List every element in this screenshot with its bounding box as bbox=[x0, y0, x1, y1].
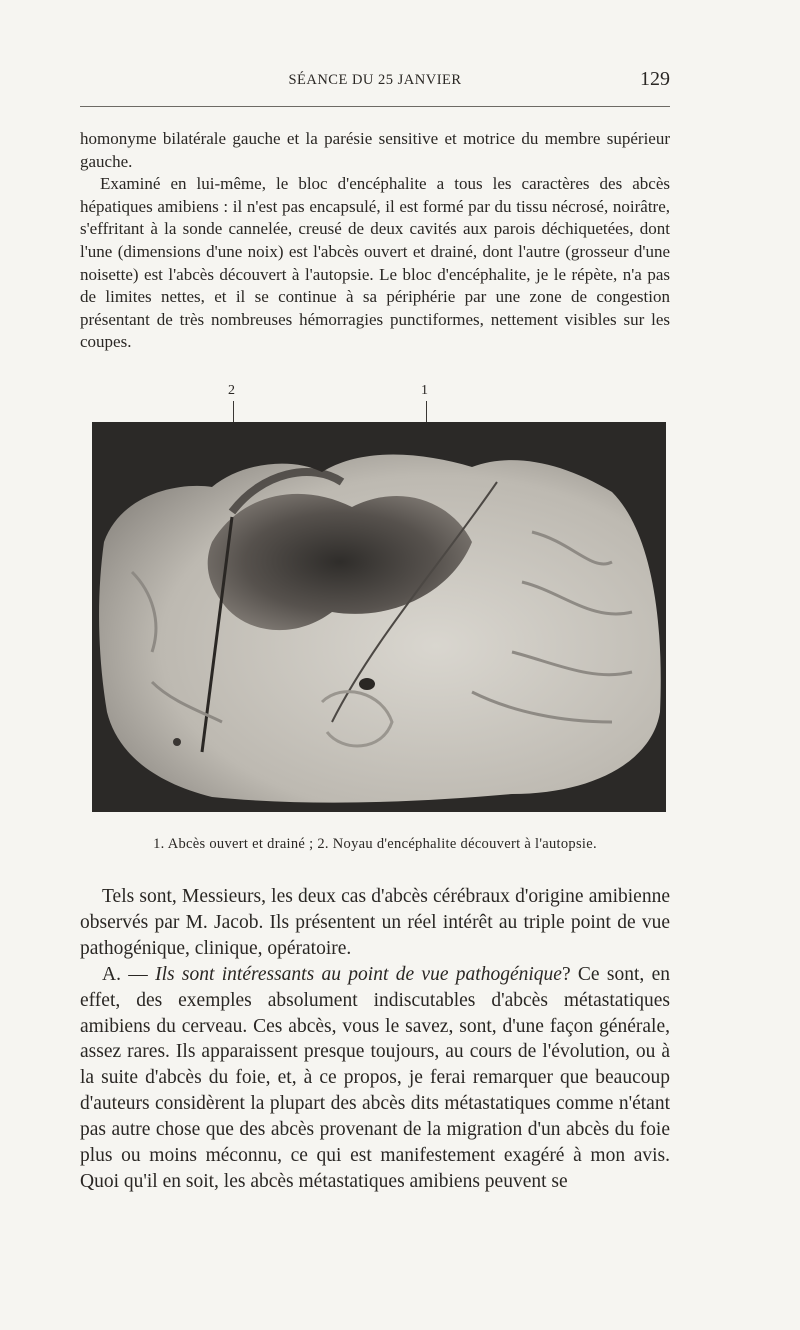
figure-caption: 1. Abcès ouvert et drainé ; 2. Noyau d'encéphalite découvert à l'autopsie. bbox=[153, 836, 597, 852]
paragraph-text: ? Ce sont, en effet, des exemples absolument indiscutables d'abcès métastatiques amibiens du cerveau. Ces abcès, vous le savez, sont, d'une façon générale, assez rares. Ils apparaissent presque toujours, au cours de l'évolution, ou à la suite d'abcès du foie, et, à ce propos, je ferai remarquer que beaucoup d'auteurs considèrent la plupart des abcès dits métastatiques comme n'étant pas autre chose que des abcès provenant de la migration d'un abcès du foie plus ou moins méconnu, ce qui est manifestement exagéré à mon avis. Quoi qu'il en soit, les abcès métastatiques amibiens peuvent se bbox=[80, 963, 670, 1192]
marker-1-label: 1 bbox=[421, 383, 428, 398]
page-number: 129 bbox=[640, 68, 670, 90]
marker-2-label: 2 bbox=[228, 383, 235, 398]
paragraph: Examiné en lui-même, le bloc d'encéphalite a tous les caractères des abcès hépatiques amibiens : il n'est pas encapsulé, il est formé par du tissu nécrosé, noirâtre, s'effritant à la sonde cannelée, creusé de deux cavités aux parois déchiquetées, dont l'une (dimensions d'une noix) est l'abcès ouvert et drainé, dont l'autre (grosseur d'une noisette) est l'abcès découvert à l'autopsie. Le bloc d'encéphalite, je le répète, n'a pas de limites nettes, et il se continue à sa périphérie par une zone de congestion présentant de très nombreuses hémorragies punctiformes, nettement visibles sur les coupes. bbox=[80, 174, 670, 352]
bottom-text-block bbox=[80, 884, 670, 1195]
paragraph bbox=[80, 962, 670, 1195]
italic-heading: Ils sont intéressants au point de vue pathogénique bbox=[155, 963, 562, 985]
paragraph: Tels sont, Messieurs, les deux cas d'abcès cérébraux d'origine amibienne observés par M. Jacob. Ils présentent un réel intérêt au triple point de vue pathogénique, clinique, opératoire. bbox=[80, 886, 670, 959]
header-rule bbox=[80, 106, 670, 107]
paragraph: homonyme bilatérale gauche et la parésie sensitive et motrice du membre supérieur gauche. bbox=[80, 129, 670, 171]
marker-1-line bbox=[426, 401, 427, 423]
running-head: SÉANCE DU 25 JANVIER bbox=[288, 72, 462, 88]
figure-markers bbox=[80, 383, 670, 423]
section-letter: A. — bbox=[102, 963, 156, 985]
brain-section-image bbox=[92, 422, 666, 812]
brain-section-photograph bbox=[92, 422, 666, 812]
top-text-block bbox=[80, 128, 670, 354]
marker-2-line bbox=[233, 401, 234, 423]
page-header bbox=[80, 70, 670, 94]
